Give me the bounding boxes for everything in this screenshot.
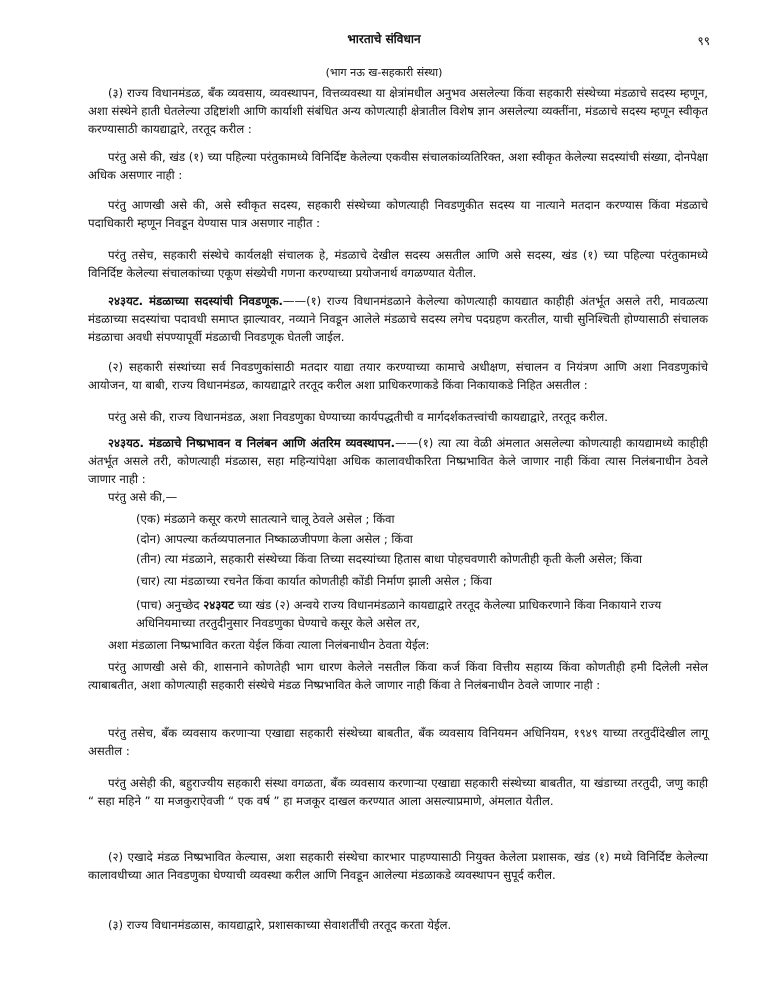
item5-prefix: (पाच) अनुच्छेद — [136, 598, 204, 612]
list-item: (दोन) आपल्या कर्तव्यपालनात निष्काळजीपणा केला असेल ; किंवा — [136, 532, 413, 546]
paragraph-clause-2-administrator: (२) एखादे मंडळ निष्प्रभावित केल्यास, अशा सहकारी संस्थेचा कारभार पाहण्यासाठी नियुक्त केलेला प्रशासक, खंड (१) मध्ये विनिर्दिष्ट केलेल्या कालावधीच्या आत निवडणुका घेण्याची व्यवस्था करील आणि निवडून आलेल्या मंडळाकडे व्यवस्थापन सुपूर्द करील. — [88, 850, 708, 882]
section-243zj-text: ——(१) राज्य विधानमंडळाने केलेल्या कोणत्याही कायद्यात काहीही अंतर्भूत असले तरी, मावळत्या मंडळाच्या सदस्यांचा पदावधी समाप्त झाल्यावर, नव्याने निवडून आलेले मंडळाचे सदस्य लगेच पदग्रहण करतील, याची सुनिश्चिती होण्यासाठी संचालक मंडळाचा अवधी संपण्यापूर्वी मंडळाची निवडणूक घेतली जाईल. — [88, 294, 709, 344]
paragraph-proviso-3: परंतु तसेच, सहकारी संस्थेचे कार्यलक्षी संचालक हे, मंडळाचे देखील सदस्य असतील आणि असे सदस्य, खंड (१) च्या पहिल्या परंतुकामध्ये विनिर्दिष्ट केलेल्या संचालकांच्या एकूण संख्येची गणना करण्याच्या प्रयोजनार्थ वगळण्यात येतील. — [88, 248, 708, 280]
page-number: ९९ — [697, 34, 710, 48]
part-subtitle: (भाग नऊ ख-सहकारी संस्था) — [325, 66, 443, 79]
list-item: (तीन) त्या मंडळाने, सहकारी संस्थेच्या किंवा तिच्या सदस्यांच्या हितास बाधा पोहचवणारी कोणतीही कृती केली असेल; किंवा — [136, 552, 643, 566]
paragraph-proviso-procedure: परंतु असे की, राज्य विधानमंडळ, अशा निवडणुका घेण्याच्या कार्यपद्धतीची व मार्गदर्शकतत्त्वांची कायद्याद्वारे, तरतूद करील. — [108, 410, 608, 424]
paragraph-clause-2-elections: (२) सहकारी संस्थांच्या सर्व निवडणुकांसाठी मतदार याद्या तयार करण्याच्या कामाचे अधीक्षण, संचालन व नियंत्रण आणि अशा निवडणुकांचे आयोजन, या बाबी, राज्य विधानमंडळ, कायद्याद्वारे तरतूद करील अशा प्राधिकरणाकडे किंवा निकायाकडे निहित असतील : — [88, 360, 708, 392]
paragraph-clause-3-service: (३) राज्य विधानमंडळास, कायद्याद्वारे, प्रशासकाच्या सेवाशर्तींची तरतूद करता येईल. — [108, 918, 452, 932]
paragraph-clause-3: (३) राज्य विधानमंडळ, बँक व्यवसाय, व्यवस्थापन, वित्तव्यवस्था या क्षेत्रांमधील अनुभव असलेल्या किंवा सहकारी संस्थेच्या मंडळाचे सदस्य म्हणून, अशा संस्थेने हाती घेतलेल्या उद्दिष्टांशी आणि कार्याशी संबंधित अन्य कोणत्याही क्षेत्रातील विशेष ज्ञान असलेल्या व्यक्तींना, मंडळाचे सदस्य म्हणून स्वीकृत करण्यासाठी कायद्याद्वारे, तरतूद करील : — [88, 86, 708, 136]
paragraph-proviso-no-stake: परंतु आणखी असे की, शासनाने कोणतेही भाग धारण केलेले नसतील किंवा कर्ज किंवा वित्तीय सहाय्य किंवा कोणतीही हमी दिलेली नसेल त्याबाबतीत, अशा कोणत्याही सहकारी संस्थेचे मंडळ निष्प्रभावित केले जाणार नाही किंवा ते निलंबनाधीन ठेवले जाणार नाही : — [88, 660, 708, 692]
paragraph-provided-that: परंतु असे की,— — [108, 490, 178, 504]
list-item: (चार) त्या मंडळाच्या रचनेत किंवा कार्यात कोणतीही कोंडी निर्माण झाली असेल ; किंवा — [136, 574, 492, 588]
section-243zk-heading: २४३यठ. मंडळाचे निष्प्रभावन व निलंबन आणि अंतरिम व्यवस्थापन. — [108, 436, 395, 450]
paragraph-proviso-1: परंतु असे की, खंड (१) च्या पहिल्या परंतुकामध्ये विनिर्दिष्ट केलेल्या एकवीस संचालकांव्यतिरिक्त, अशा स्वीकृत केलेल्या सदस्यांची संख्या, दोनपेक्षा अधिक असणार नाही : — [88, 150, 708, 182]
section-243zj-heading: २४३यट. मंडळाच्या सदस्यांची निवडणूक. — [108, 294, 283, 308]
list-item — [136, 596, 708, 632]
item5-text: च्या खंड (२) अन्वये राज्य विधानमंडळाने कायद्याद्वारे तरतूद केलेल्या प्राधिकरणाने किंवा निकायाने राज्य अधिनियमाच्या तरतुदीनुसार निवडणुका घेण्याचे कसूर केले असेल तर, — [136, 598, 662, 630]
paragraph-may-supersede: अशा मंडळाला निष्प्रभावित करता येईल किंवा त्याला निलंबनाधीन ठेवता येईल: — [108, 638, 430, 652]
paragraph-proviso-banking: परंतु तसेच, बँक व्यवसाय करणाऱ्या एखाद्या सहकारी संस्थेच्या बाबतीत, बँक व्यवसाय विनियमन अधिनियम, १९४९ याच्या तरतुदींदेखील लागू असतील : — [88, 726, 708, 758]
paragraph-proviso-2: परंतु आणखी असे की, असे स्वीकृत सदस्य, सहकारी संस्थेच्या कोणत्याही निवडणुकीत सदस्य या नात्याने मतदान करण्यास किंवा मंडळाचे पदाधिकारी म्हणून निवडून येण्यास पात्र असणार नाहीत : — [88, 198, 708, 230]
item5-article: २४३यट — [203, 598, 234, 612]
section-243zj — [88, 292, 708, 346]
paragraph-proviso-multistate: परंतु असेही की, बहुराज्यीय सहकारी संस्था वगळता, बँक व्यवसाय करणाऱ्या एखाद्या सहकारी संस्थेच्या बाबतीत, या खंडाच्या तरतुदी, जणु काही “ सहा महिने ” या मजकुराऐवजी “ एक वर्ष ” हा मजकूर दाखल करण्यात आला असल्याप्रमाणे, अंमलात येतील. — [88, 776, 708, 808]
section-243zk-text: ——(१) त्या त्या वेळी अंमलात असलेल्या कोणत्याही कायद्यामध्ये काहीही अंतर्भूत असले तरी, कोणत्याही मंडळास, सहा महिन्यांपेक्षा अधिक कालावधीकरिता निष्प्रभावित केले जाणार नाही किंवा त्यास निलंबनाधीन ठेवले जाणार नाही : — [88, 436, 708, 486]
page-header-title: भारताचे संविधान — [347, 32, 421, 46]
section-243zk — [88, 434, 708, 488]
list-item: (एक) मंडळाने कसूर करणे सातत्याने चालू ठेवले असेल ; किंवा — [136, 512, 395, 526]
